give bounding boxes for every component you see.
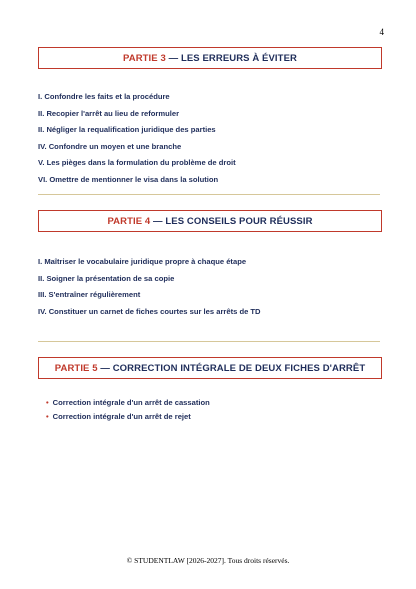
list-item-label: Correction intégrale d'un arrêt de cassation [52,398,210,407]
list-item: III. S'entraîner régulièrement [38,290,141,300]
section-separator: — [97,362,113,374]
section-divider [38,341,380,342]
bullet-icon: • [46,398,49,407]
list-item: I. Confondre les faits et la procédure [38,92,170,101]
list-item: I. Maîtriser le vocabulaire juridique propre à chaque étape [38,257,247,266]
section-header-partie-4 [38,210,382,232]
section-header-partie-5 [38,357,382,379]
list-item: V. Les pièges dans la formulation du problème de droit [38,158,236,168]
list-item: IV. Constituer un carnet de fiches courtes sur les arrêts de TD [38,306,261,316]
section-part-label: PARTIE 4 [107,215,151,227]
section-list-partie-5 [46,396,210,423]
bullet-icon: • [46,411,49,421]
section-list-partie-3 [38,89,236,189]
section-divider [38,194,380,195]
page-number: 4 [379,27,384,37]
section-separator: — [150,215,166,227]
section-title: CORRECTION INTÉGRALE DE DEUX FICHES D'ARRÊT [112,362,366,374]
section-header-partie-3 [38,47,382,69]
copyright-footer: © STUDENTLAW [2026-2027]. Tous droits réservés. [126,556,290,565]
list-item [46,396,210,410]
section-part-label: PARTIE 5 [54,362,98,374]
list-item: VI. Omettre de mentionner le visa dans la solution [38,174,219,184]
section-list-partie-4 [38,254,261,320]
section-part-label: PARTIE 3 [123,52,166,64]
list-item-label: Correction intégrale d'un arrêt de rejet [52,411,191,421]
list-item: II. Négliger la requalification juridique des parties [38,125,216,135]
list-item: II. Recopier l'arrêt au lieu de reformuler [38,108,180,118]
section-title: LES CONSEILS POUR RÉUSSIR [165,215,313,227]
list-item: IV. Confondre un moyen et une branche [38,141,182,151]
section-separator: — [165,52,181,64]
section-title: LES ERREURS À ÉVITER [180,52,297,64]
list-item [46,410,210,424]
list-item: II. Soigner la présentation de sa copie [38,273,175,283]
